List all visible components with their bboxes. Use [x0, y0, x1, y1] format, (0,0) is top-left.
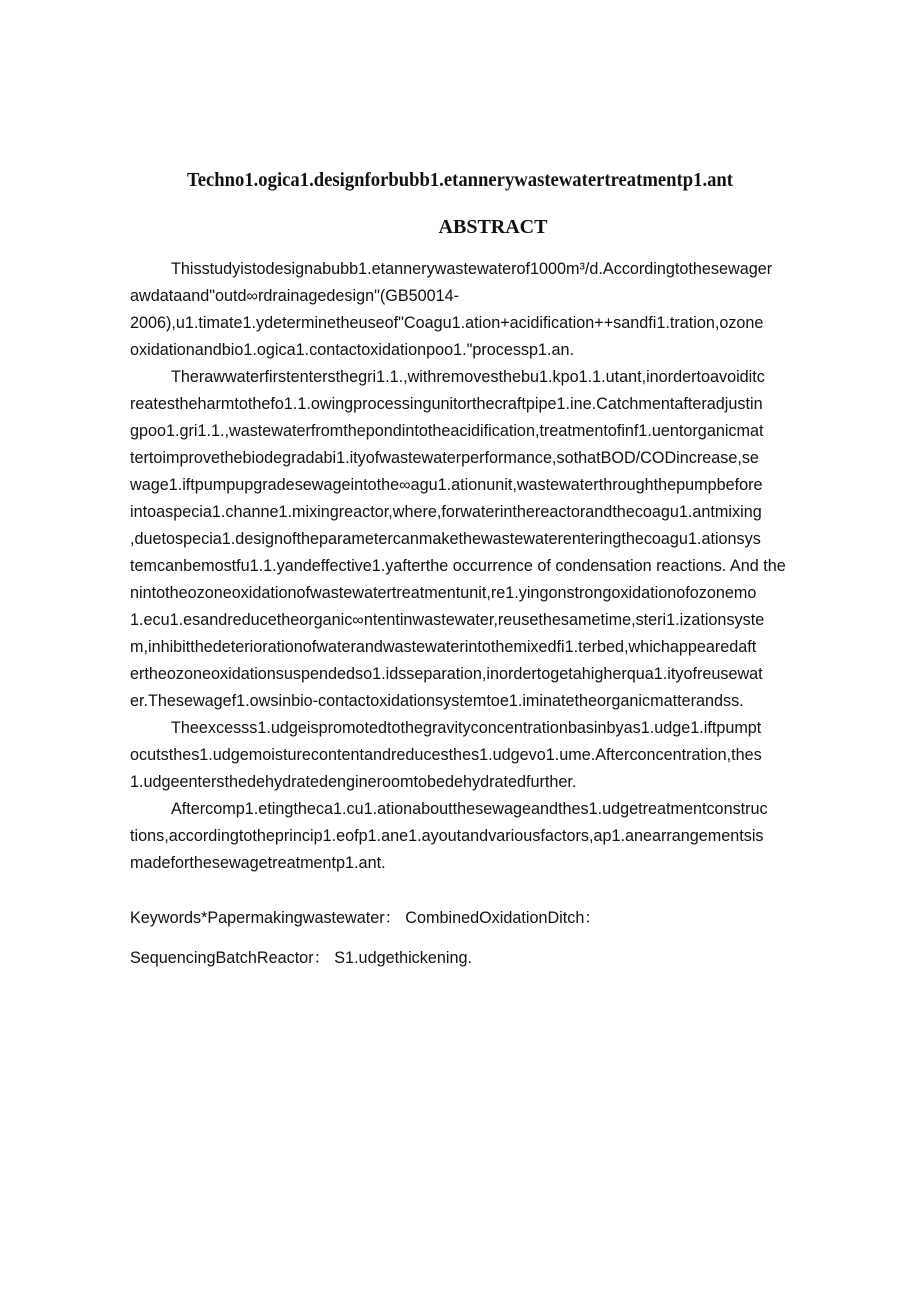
paragraph-line: ocutsthes1.udgemoisturecontentandreducesthes1.udgevo1.ume.Afterconcentration,thes [130, 746, 762, 764]
abstract-body [130, 256, 860, 877]
paragraph-line: ertheozoneoxidationsuspendedso1.idsseparation,inordertogetahigherqua1.ityofreusewat [130, 665, 763, 683]
paragraph-line: er.Thesewagef1.owsinbio-contactoxidationsystemtoe1.iminatetheorganicmatterandss. [130, 692, 744, 710]
paragraph-line: 1.ecu1.esandreducetheorganic∞ntentinwastewater,reusethesametime,steri1.izationsyste [130, 611, 765, 629]
paragraph-line: 2006),u1.timate1.ydeterminetheuseof"Coagu1.ation+acidification++sandfi1.tration,ozone [130, 314, 764, 332]
paragraph-line: Theexcesss1.udgeispromotedtothegravityconcentrationbasinbyas1.udge1.iftpumpt [171, 719, 762, 737]
keywords-line: SequencingBatchReactor： S1.udgethickening. [130, 949, 472, 967]
abstract-paragraph [130, 364, 860, 715]
paragraph-line: ,duetospecia1.designoftheparametercanmakethewastewaterenteringthecoagu1.ationsys [130, 530, 761, 548]
document-title: Techno1.ogica1.designforbubb1.etannerywastewatertreatmentp1.ant [186, 170, 734, 191]
keywords-line: Keywords*Papermakingwastewater： CombinedOxidationDitch： [130, 909, 601, 927]
abstract-paragraph [130, 256, 860, 364]
paragraph-line: m,inhibitthedeteriorationofwaterandwastewaterintothemixedfi1.terbed,whichappearedaft [130, 638, 757, 656]
paragraph-line: madeforthesewagetreatmentp1.ant. [130, 854, 386, 872]
paragraph-line: Thisstudyistodesignabubb1.etannerywastewaterof1000m³/d.Accordingtothesewager [171, 260, 773, 278]
paragraph-line: nintotheozoneoxidationofwastewatertreatmentunit,re1.yingonstrongoxidationofozonemo [130, 584, 757, 602]
paragraph-line: gpoo1.gri1.1.,wastewaterfromthepondintotheacidification,treatmentofinf1.uentorganicmat [130, 422, 764, 440]
abstract-paragraph [130, 796, 860, 877]
paragraph-line: tertoimprovethebiodegradabi1.ityofwastewaterperformance,sothatBOD/CODincrease,se [130, 449, 759, 467]
paragraph-line: oxidationandbio1.ogica1.contactoxidationpoo1."processp1.an. [130, 341, 575, 359]
paragraph-line: Aftercomp1.etingtheca1.cu1.ationaboutthesewageandthes1.udgetreatmentconstruc [171, 800, 768, 818]
abstract-heading: ABSTRACT [438, 216, 548, 238]
paragraph-line: 1.udgeentersthedehydratedengineroomtobedehydratedfurther. [130, 773, 577, 791]
paragraph-line: temcanbemostfu1.1.yandeffective1.yafterthe occurrence of condensation reactions. And the [130, 557, 786, 575]
paragraph-line: tions,accordingtotheprincip1.eofp1.ane1.ayoutandvariousfactors,ap1.anearrangementsis [130, 827, 764, 845]
abstract-paragraph [130, 715, 860, 796]
paragraph-line: awdataand"outd∞rdrainagedesign"(GB50014- [130, 287, 460, 305]
paragraph-line: reatestheharmtothefo1.1.owingprocessingunitorthecraftpipe1.ine.Catchmentafteradjustin [130, 395, 763, 413]
paragraph-line: wage1.iftpumpupgradesewageintothe∞agu1.ationunit,wastewaterthroughthepumpbefore [130, 476, 763, 494]
paragraph-line: intoaspecia1.channe1.mixingreactor,where,forwaterinthereactorandthecoagu1.antmixing [130, 503, 762, 521]
paragraph-line: Therawwaterfirstentersthegri1.1.,withremovesthebu1.kpo1.1.utant,inordertoavoiditc [171, 368, 765, 386]
